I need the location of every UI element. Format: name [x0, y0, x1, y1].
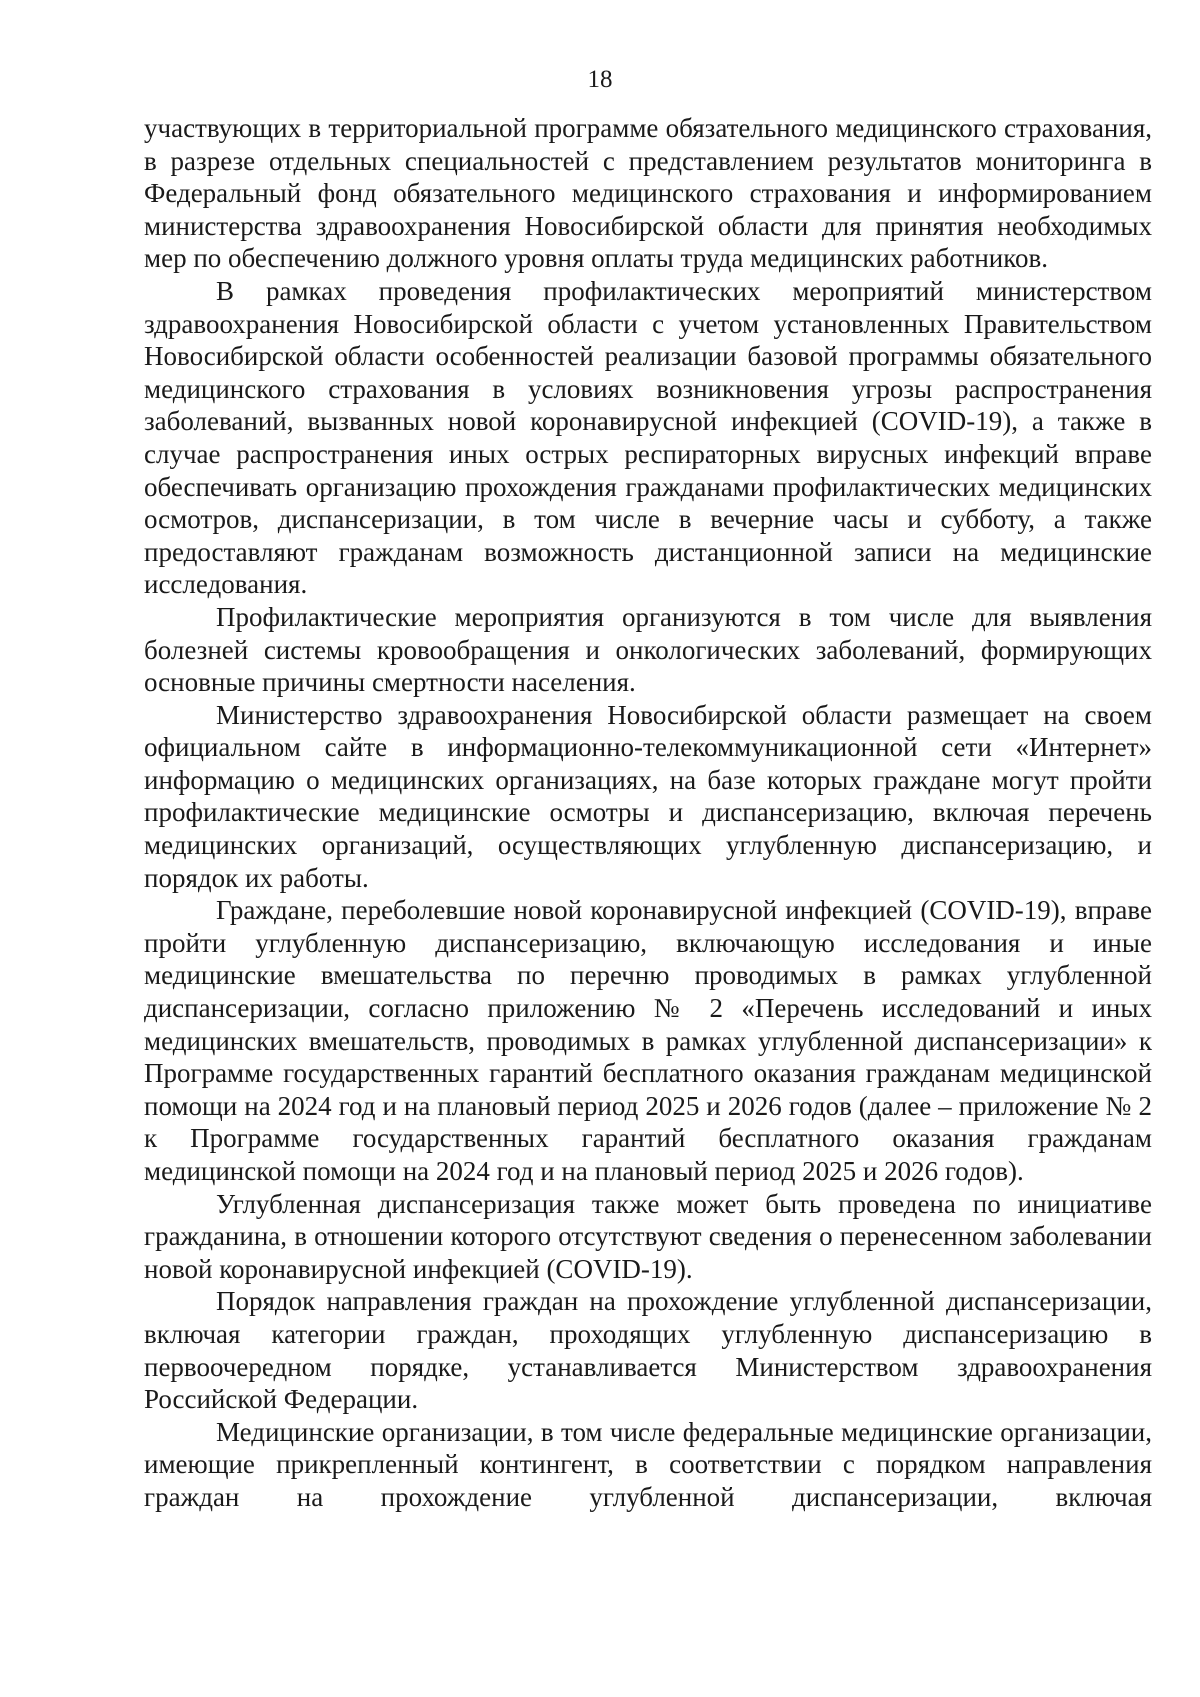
paragraph-preventive-measures: В рамках проведения профилактических мероприятий министерством здравоохранения Новосибирской области с учетом установленных Правительством Новосибирской области особенностей реализации базовой программы обязательного медицинского страхования в условиях возникновения угрозы распространения заболеваний, вызванных новой коронавирусной инфекцией (COVID-19), а также в случае распространения иных острых респираторных вирусных инфекций вправе обеспечивать организацию прохождения гражданами профилактических медицинских осмотров, диспансеризации, в том числе в вечерние часы и субботу, а также предоставляют гражданам возможность дистанционной записи на медицинские исследования.	[144, 275, 1152, 600]
paragraph-procedure: Порядок направления граждан на прохождение углубленной диспансеризации, включая категории граждан, проходящих углубленную диспансеризацию в первоочередном порядке, устанавливается Министерством здравоохранения Российской Федерации.	[144, 1286, 1152, 1415]
paragraph-covid-recovered: Граждане, переболевшие новой коронавирусной инфекцией (COVID-19), вправе пройти углубленную диспансеризацию, включающую исследования и иные медицинские вмешательства по перечню проводимых в рамках углубленной диспансеризации, согласно приложению № 2 «Перечень исследований и иных медицинских вмешательств, проводимых в рамках углубленной диспансеризации» к Программе государственных гарантий бесплатного оказания гражданам медицинской помощи на 2024 год и на плановый период 2025 и 2026 годов (далее – приложение № 2 к Программе государственных гарантий бесплатного оказания гражданам медицинской помощи на 2024 год и на плановый период 2025 и 2026 годов).	[144, 895, 1152, 1186]
paragraph-ministry-website: Министерство здравоохранения Новосибирской области размещает на своем официальном сайте в информационно-телекоммуникационной сети «Интернет» информацию о медицинских организациях, на базе которых граждане могут пройти профилактические медицинские осмотры и диспансеризацию, включая перечень медицинских организаций, осуществляющих углубленную диспансеризацию, и порядок их работы.	[144, 699, 1152, 893]
paragraph-initiative: Углубленная диспансеризация также может быть проведена по инициативе гражданина, в отношении которого отсутствуют сведения о перенесенном заболевании новой коронавирусной инфекцией (COVID-19).	[144, 1188, 1152, 1284]
paragraph-continuation: участвующих в территориальной программе обязательного медицинского страхования, в разрезе отдельных специальностей с представлением результатов мониторинга в Федеральный фонд обязательного медицинского страхования и информированием министерства здравоохранения Новосибирской области для принятия необходимых мер по обеспечению должного уровня оплаты труда медицинских работников.	[144, 113, 1152, 274]
paragraph-preventive-goals: Профилактические мероприятия организуются в том числе для выявления болезней системы кровообращения и онкологических заболеваний, формирующих основные причины смертности населения.	[144, 601, 1152, 698]
page-number: 18	[587, 66, 613, 93]
document-body	[144, 112, 1152, 1514]
paragraph-medical-organizations: Медицинские организации, в том числе федеральные медицинские организации, имеющие прикрепленный контингент, в соответствии с порядком направления граждан на прохождение углубленной диспансеризации, включая	[144, 1416, 1152, 1512]
